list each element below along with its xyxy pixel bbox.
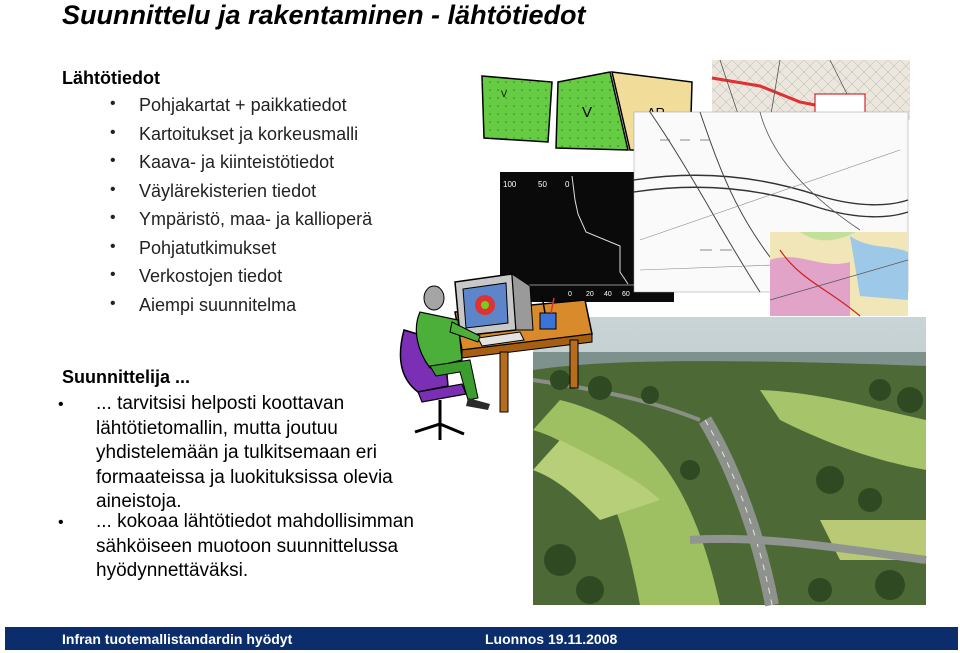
parcel-label: V	[501, 89, 508, 99]
axis-tick-label: 0	[565, 180, 570, 189]
designer-bullet-1	[96, 392, 393, 515]
axis-tick-label: 60	[622, 291, 630, 298]
bullet-marker: •	[58, 396, 64, 413]
list-item: • Verkostojen tiedot	[110, 266, 372, 295]
list-item: • Aiempi suunnitelma	[110, 295, 372, 324]
axis-tick-label: 50	[538, 180, 547, 189]
page-title: Suunnittelu ja rakentaminen - lähtötiedot	[62, 0, 586, 30]
geology-map	[770, 232, 908, 316]
cadastral-map	[712, 60, 910, 120]
bullet-marker: •	[58, 514, 64, 531]
list-item: • Ympäristö, maa- ja kallioperä	[110, 209, 372, 238]
footer-bar	[5, 627, 958, 650]
list-item: • Kartoitukset ja korkeusmalli	[110, 124, 372, 153]
text-line: formaateissa ja luokituksissa olevia	[96, 466, 393, 488]
text-line: ... kokoaa lähtötiedot mahdollisimman	[96, 511, 414, 532]
designer-heading: Suunnittelija ...	[62, 367, 191, 387]
text-line: aineistoja.	[96, 491, 182, 512]
text-line: lähtötietomallin, mutta joutuu	[96, 417, 338, 439]
list-item: • Väylärekisterien tiedot	[110, 181, 372, 210]
parcel-label: V	[582, 104, 593, 121]
axis-tick-label: 0	[568, 291, 572, 298]
text-line: sähköiseen muotoon suunnittelussa	[96, 535, 399, 557]
footer-title: Infran tuotemallistandardin hyödyt	[62, 631, 293, 647]
sources-heading: Lähtötiedot	[62, 68, 160, 88]
footer-date: Luonnos 19.11.2008	[485, 631, 618, 647]
axis-tick-label: 20	[586, 291, 594, 298]
axis-tick-label: 100	[503, 180, 517, 189]
list-item: • Kaava- ja kiinteistötiedot	[110, 152, 372, 181]
designer-bullet-2	[96, 510, 414, 584]
axis-tick-label: 40	[604, 291, 612, 298]
text-line: hyödynnettäväksi.	[96, 560, 249, 581]
list-item: • Pohjakartat + paikkatiedot	[110, 95, 372, 124]
landscape-rendering	[533, 317, 926, 605]
text-line: ... tarvitsisi helposti koottavan	[96, 393, 345, 414]
text-line: yhdistelemään ja tulkitsemaan eri	[96, 442, 377, 463]
list-item: • Pohjatutkimukset	[110, 238, 372, 267]
